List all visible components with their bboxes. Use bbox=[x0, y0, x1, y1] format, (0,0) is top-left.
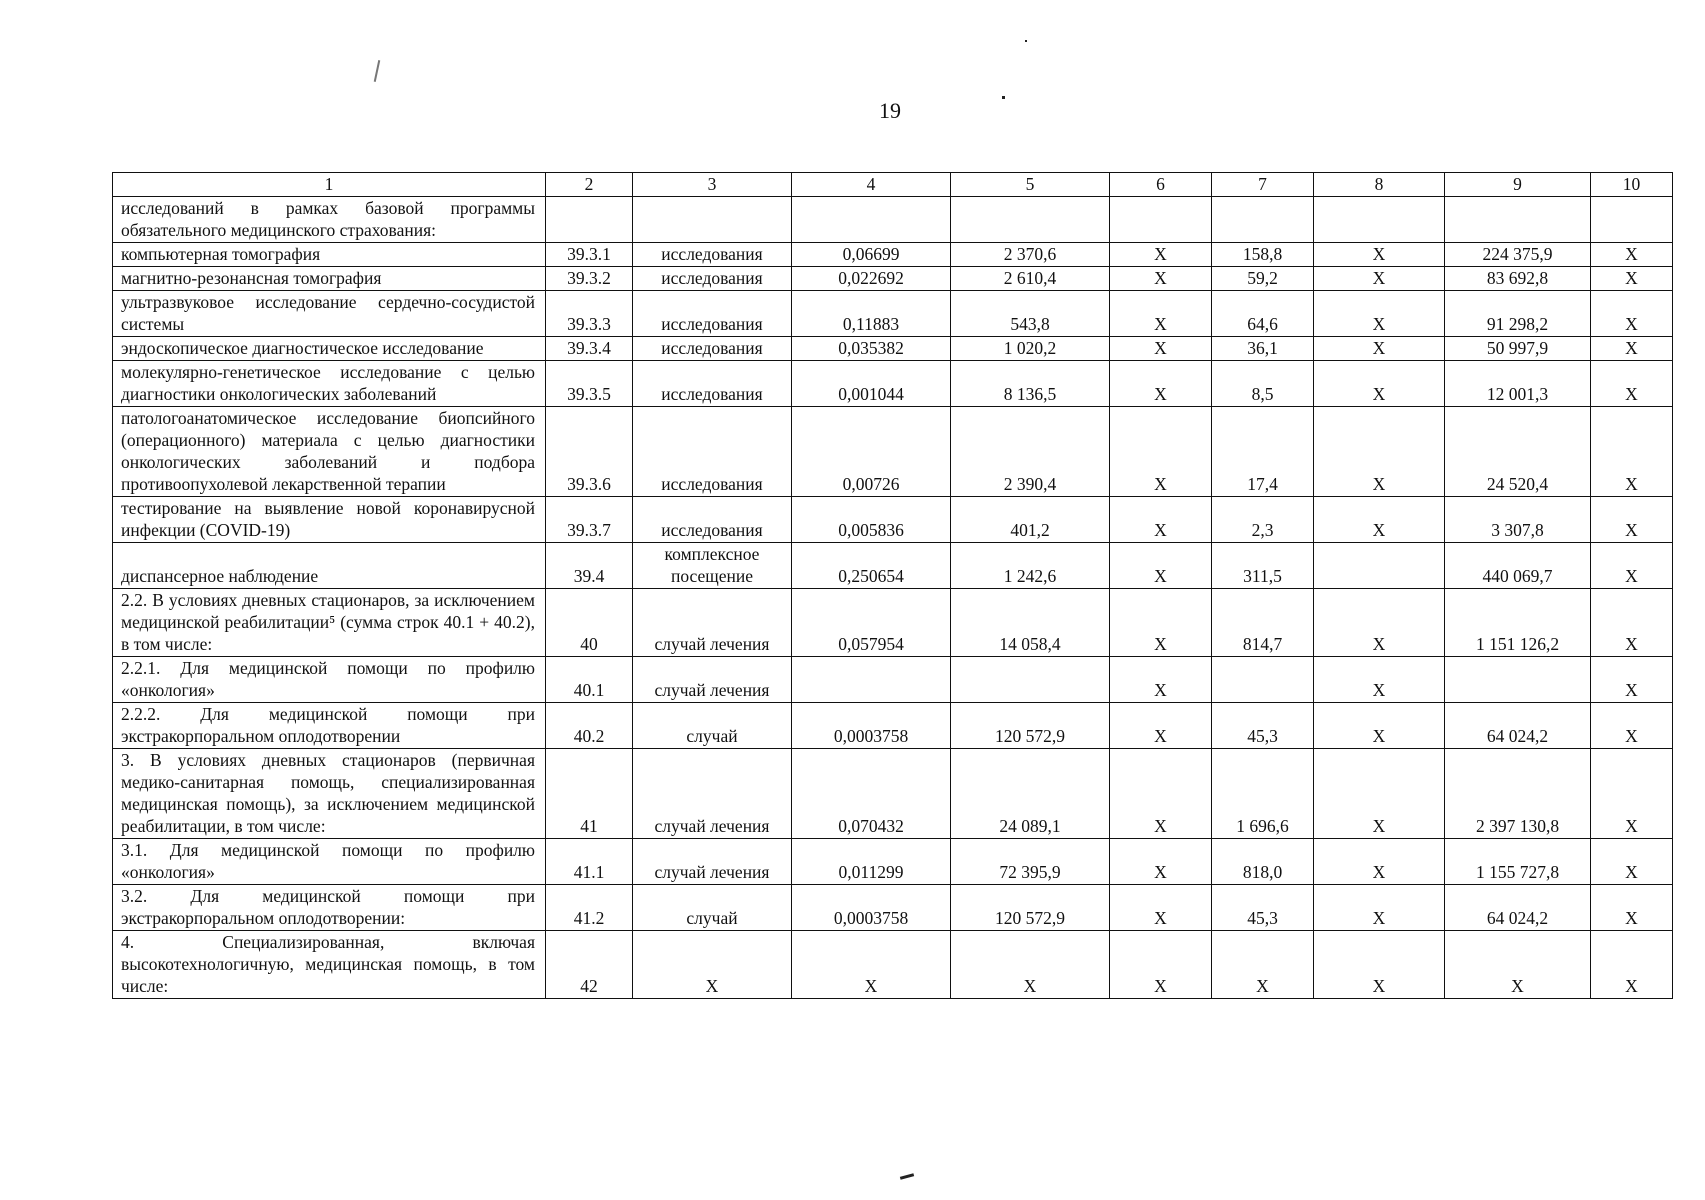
row-code-cell: 39.4 bbox=[546, 543, 633, 589]
value-cell-10: Х bbox=[1591, 361, 1673, 407]
value-cell-6 bbox=[1110, 197, 1212, 243]
table-row bbox=[113, 407, 1673, 497]
unit-cell: исследования bbox=[633, 291, 792, 337]
value-cell-4: 0,011299 bbox=[792, 839, 951, 885]
value-cell-10: Х bbox=[1591, 839, 1673, 885]
table-row bbox=[113, 497, 1673, 543]
value-cell-4: 0,250654 bbox=[792, 543, 951, 589]
value-cell-7: 59,2 bbox=[1212, 267, 1314, 291]
value-cell-6: Х bbox=[1110, 291, 1212, 337]
value-cell-8: Х bbox=[1314, 885, 1445, 931]
unit-cell: случай лечения bbox=[633, 589, 792, 657]
value-cell-5: 401,2 bbox=[951, 497, 1110, 543]
unit-cell: исследования bbox=[633, 243, 792, 267]
row-code-cell: 41 bbox=[546, 749, 633, 839]
value-cell-7: 17,4 bbox=[1212, 407, 1314, 497]
value-cell-9: 440 069,7 bbox=[1445, 543, 1591, 589]
row-code-cell: 40 bbox=[546, 589, 633, 657]
unit-cell: исследования bbox=[633, 361, 792, 407]
value-cell-9: 83 692,8 bbox=[1445, 267, 1591, 291]
value-cell-6: Х bbox=[1110, 589, 1212, 657]
row-code-cell: 39.3.4 bbox=[546, 337, 633, 361]
value-cell-5: 14 058,4 bbox=[951, 589, 1110, 657]
value-cell-5 bbox=[951, 197, 1110, 243]
value-cell-7: 64,6 bbox=[1212, 291, 1314, 337]
page-number: 19 bbox=[879, 98, 901, 123]
value-cell-9: 64 024,2 bbox=[1445, 703, 1591, 749]
value-cell-6: Х bbox=[1110, 543, 1212, 589]
value-cell-10: Х bbox=[1591, 657, 1673, 703]
table-row bbox=[113, 361, 1673, 407]
value-cell-4: 0,005836 bbox=[792, 497, 951, 543]
column-header: 6 bbox=[1110, 173, 1212, 197]
value-cell-7: Х bbox=[1212, 931, 1314, 999]
unit-cell: случай bbox=[633, 703, 792, 749]
row-name-cell: диспансерное наблюдение bbox=[113, 543, 546, 589]
row-code-cell: 40.2 bbox=[546, 703, 633, 749]
table-row bbox=[113, 267, 1673, 291]
table-row bbox=[113, 885, 1673, 931]
row-name-cell: компьютерная томография bbox=[113, 243, 546, 267]
column-header: 2 bbox=[546, 173, 633, 197]
value-cell-9: Х bbox=[1445, 931, 1591, 999]
row-name-cell: молекулярно-генетическое исследование с целью диагностики онкологических заболеваний bbox=[113, 361, 546, 407]
value-cell-4: 0,11883 bbox=[792, 291, 951, 337]
value-cell-4: 0,001044 bbox=[792, 361, 951, 407]
table-row bbox=[113, 589, 1673, 657]
scan-speck bbox=[374, 60, 381, 82]
value-cell-4: 0,06699 bbox=[792, 243, 951, 267]
scan-speck bbox=[1025, 40, 1027, 42]
value-cell-8: Х bbox=[1314, 931, 1445, 999]
value-cell-8: Х bbox=[1314, 749, 1445, 839]
unit-cell: случай лечения bbox=[633, 749, 792, 839]
value-cell-6: Х bbox=[1110, 839, 1212, 885]
value-cell-9: 224 375,9 bbox=[1445, 243, 1591, 267]
value-cell-10: Х bbox=[1591, 337, 1673, 361]
table-row bbox=[113, 291, 1673, 337]
value-cell-5: 24 089,1 bbox=[951, 749, 1110, 839]
row-code-cell: 41.2 bbox=[546, 885, 633, 931]
column-header: 4 bbox=[792, 173, 951, 197]
value-cell-5: 2 610,4 bbox=[951, 267, 1110, 291]
row-code-cell: 39.3.1 bbox=[546, 243, 633, 267]
value-cell-10: Х bbox=[1591, 931, 1673, 999]
value-cell-10: Х bbox=[1591, 885, 1673, 931]
column-header: 7 bbox=[1212, 173, 1314, 197]
row-code-cell: 39.3.2 bbox=[546, 267, 633, 291]
value-cell-9: 2 397 130,8 bbox=[1445, 749, 1591, 839]
value-cell-7: 45,3 bbox=[1212, 885, 1314, 931]
value-cell-10: Х bbox=[1591, 749, 1673, 839]
row-code-cell: 40.1 bbox=[546, 657, 633, 703]
value-cell-8: Х bbox=[1314, 291, 1445, 337]
value-cell-5: 2 370,6 bbox=[951, 243, 1110, 267]
value-cell-9 bbox=[1445, 657, 1591, 703]
value-cell-7: 311,5 bbox=[1212, 543, 1314, 589]
value-cell-5: Х bbox=[951, 931, 1110, 999]
value-cell-5: 72 395,9 bbox=[951, 839, 1110, 885]
value-cell-10: Х bbox=[1591, 291, 1673, 337]
value-cell-4 bbox=[792, 657, 951, 703]
row-code-cell: 39.3.3 bbox=[546, 291, 633, 337]
unit-cell: случай лечения bbox=[633, 839, 792, 885]
value-cell-8: Х bbox=[1314, 839, 1445, 885]
value-cell-6: Х bbox=[1110, 885, 1212, 931]
row-name-cell: 2.2. В условиях дневных стационаров, за исключением медицинской реабилитации⁵ (сумма строк 40.1 + 40.2), в том числе: bbox=[113, 589, 546, 657]
value-cell-7 bbox=[1212, 657, 1314, 703]
unit-cell bbox=[633, 197, 792, 243]
value-cell-8: Х bbox=[1314, 243, 1445, 267]
value-cell-5 bbox=[951, 657, 1110, 703]
table-row bbox=[113, 703, 1673, 749]
table-body bbox=[113, 197, 1673, 999]
unit-cell: комплексное посещение bbox=[633, 543, 792, 589]
value-cell-8: Х bbox=[1314, 703, 1445, 749]
value-cell-9 bbox=[1445, 197, 1591, 243]
value-cell-4: 0,035382 bbox=[792, 337, 951, 361]
row-name-cell: эндоскопическое диагностическое исследование bbox=[113, 337, 546, 361]
value-cell-6: Х bbox=[1110, 337, 1212, 361]
value-cell-5: 1 242,6 bbox=[951, 543, 1110, 589]
value-cell-10: Х bbox=[1591, 703, 1673, 749]
value-cell-9: 50 997,9 bbox=[1445, 337, 1591, 361]
table-row bbox=[113, 243, 1673, 267]
row-name-cell: ультразвуковое исследование сердечно-сосудистой системы bbox=[113, 291, 546, 337]
unit-cell: исследования bbox=[633, 407, 792, 497]
value-cell-9: 91 298,2 bbox=[1445, 291, 1591, 337]
row-code-cell: 41.1 bbox=[546, 839, 633, 885]
value-cell-5: 120 572,9 bbox=[951, 885, 1110, 931]
table-row bbox=[113, 931, 1673, 999]
value-cell-7: 8,5 bbox=[1212, 361, 1314, 407]
column-header: 8 bbox=[1314, 173, 1445, 197]
value-cell-8: Х bbox=[1314, 361, 1445, 407]
value-cell-5: 1 020,2 bbox=[951, 337, 1110, 361]
value-cell-4: 0,0003758 bbox=[792, 885, 951, 931]
column-header: 10 bbox=[1591, 173, 1673, 197]
value-cell-6: Х bbox=[1110, 267, 1212, 291]
scan-speck bbox=[1002, 96, 1005, 99]
data-table bbox=[112, 172, 1673, 999]
row-code-cell: 39.3.7 bbox=[546, 497, 633, 543]
table-row bbox=[113, 839, 1673, 885]
row-name-cell: 3.2. Для медицинской помощи при экстракорпоральном оплодотворении: bbox=[113, 885, 546, 931]
unit-cell: случай лечения bbox=[633, 657, 792, 703]
value-cell-4: 0,070432 bbox=[792, 749, 951, 839]
table-row bbox=[113, 543, 1673, 589]
value-cell-9: 12 001,3 bbox=[1445, 361, 1591, 407]
value-cell-9: 24 520,4 bbox=[1445, 407, 1591, 497]
value-cell-6: Х bbox=[1110, 749, 1212, 839]
value-cell-8: Х bbox=[1314, 497, 1445, 543]
unit-cell: исследования bbox=[633, 497, 792, 543]
row-name-cell: магнитно-резонансная томография bbox=[113, 267, 546, 291]
row-name-cell: 3.1. Для медицинской помощи по профилю «онкология» bbox=[113, 839, 546, 885]
value-cell-7: 814,7 bbox=[1212, 589, 1314, 657]
row-name-cell: тестирование на выявление новой коронавирусной инфекции (COVID-19) bbox=[113, 497, 546, 543]
unit-cell: исследования bbox=[633, 337, 792, 361]
value-cell-5: 120 572,9 bbox=[951, 703, 1110, 749]
column-header: 1 bbox=[113, 173, 546, 197]
value-cell-6: Х bbox=[1110, 361, 1212, 407]
value-cell-6: Х bbox=[1110, 931, 1212, 999]
row-code-cell: 39.3.5 bbox=[546, 361, 633, 407]
column-number-row bbox=[113, 173, 1673, 197]
value-cell-8: Х bbox=[1314, 589, 1445, 657]
value-cell-4 bbox=[792, 197, 951, 243]
value-cell-5: 8 136,5 bbox=[951, 361, 1110, 407]
value-cell-7: 2,3 bbox=[1212, 497, 1314, 543]
table-row bbox=[113, 197, 1673, 243]
value-cell-10: Х bbox=[1591, 407, 1673, 497]
row-name-cell: 4. Специализированная, включая высокотехнологичную, медицинская помощь, в том числе: bbox=[113, 931, 546, 999]
value-cell-6: Х bbox=[1110, 657, 1212, 703]
value-cell-10: Х bbox=[1591, 589, 1673, 657]
value-cell-7 bbox=[1212, 197, 1314, 243]
value-cell-7: 1 696,6 bbox=[1212, 749, 1314, 839]
scan-speck bbox=[900, 1173, 914, 1180]
value-cell-10: Х bbox=[1591, 267, 1673, 291]
unit-cell: случай bbox=[633, 885, 792, 931]
value-cell-9: 1 151 126,2 bbox=[1445, 589, 1591, 657]
value-cell-4: 0,057954 bbox=[792, 589, 951, 657]
value-cell-8: Х bbox=[1314, 407, 1445, 497]
row-name-cell: 2.2.1. Для медицинской помощи по профилю «онкология» bbox=[113, 657, 546, 703]
column-header: 3 bbox=[633, 173, 792, 197]
value-cell-8: Х bbox=[1314, 337, 1445, 361]
value-cell-9: 64 024,2 bbox=[1445, 885, 1591, 931]
row-code-cell bbox=[546, 197, 633, 243]
value-cell-8: Х bbox=[1314, 657, 1445, 703]
row-name-cell: патологоанатомическое исследование биопсийного (операционного) материала с целью диагностики онкологических заболеваний и подбора противоопухолевой лекарственной терапии bbox=[113, 407, 546, 497]
value-cell-6: Х bbox=[1110, 407, 1212, 497]
value-cell-4: 0,0003758 bbox=[792, 703, 951, 749]
value-cell-7: 818,0 bbox=[1212, 839, 1314, 885]
value-cell-7: 36,1 bbox=[1212, 337, 1314, 361]
value-cell-4: Х bbox=[792, 931, 951, 999]
value-cell-7: 45,3 bbox=[1212, 703, 1314, 749]
column-header: 5 bbox=[951, 173, 1110, 197]
value-cell-6: Х bbox=[1110, 497, 1212, 543]
row-name-cell: 2.2.2. Для медицинской помощи при экстракорпоральном оплодотворении bbox=[113, 703, 546, 749]
value-cell-6: Х bbox=[1110, 703, 1212, 749]
value-cell-4: 0,022692 bbox=[792, 267, 951, 291]
value-cell-7: 158,8 bbox=[1212, 243, 1314, 267]
row-name-cell: исследований в рамках базовой программы обязательного медицинского страхования: bbox=[113, 197, 546, 243]
table-row bbox=[113, 749, 1673, 839]
table-row bbox=[113, 657, 1673, 703]
row-name-cell: 3. В условиях дневных стационаров (первичная медико-санитарная помощь, специализированная медицинская помощь), за исключением медицинской реабилитации, в том числе: bbox=[113, 749, 546, 839]
value-cell-5: 2 390,4 bbox=[951, 407, 1110, 497]
table-row bbox=[113, 337, 1673, 361]
value-cell-4: 0,00726 bbox=[792, 407, 951, 497]
row-code-cell: 39.3.6 bbox=[546, 407, 633, 497]
value-cell-8 bbox=[1314, 543, 1445, 589]
value-cell-10 bbox=[1591, 197, 1673, 243]
column-header: 9 bbox=[1445, 173, 1591, 197]
row-code-cell: 42 bbox=[546, 931, 633, 999]
value-cell-5: 543,8 bbox=[951, 291, 1110, 337]
value-cell-8 bbox=[1314, 197, 1445, 243]
unit-cell: исследования bbox=[633, 267, 792, 291]
unit-cell: Х bbox=[633, 931, 792, 999]
value-cell-6: Х bbox=[1110, 243, 1212, 267]
value-cell-8: Х bbox=[1314, 267, 1445, 291]
value-cell-10: Х bbox=[1591, 243, 1673, 267]
value-cell-9: 3 307,8 bbox=[1445, 497, 1591, 543]
value-cell-10: Х bbox=[1591, 543, 1673, 589]
value-cell-10: Х bbox=[1591, 497, 1673, 543]
value-cell-9: 1 155 727,8 bbox=[1445, 839, 1591, 885]
